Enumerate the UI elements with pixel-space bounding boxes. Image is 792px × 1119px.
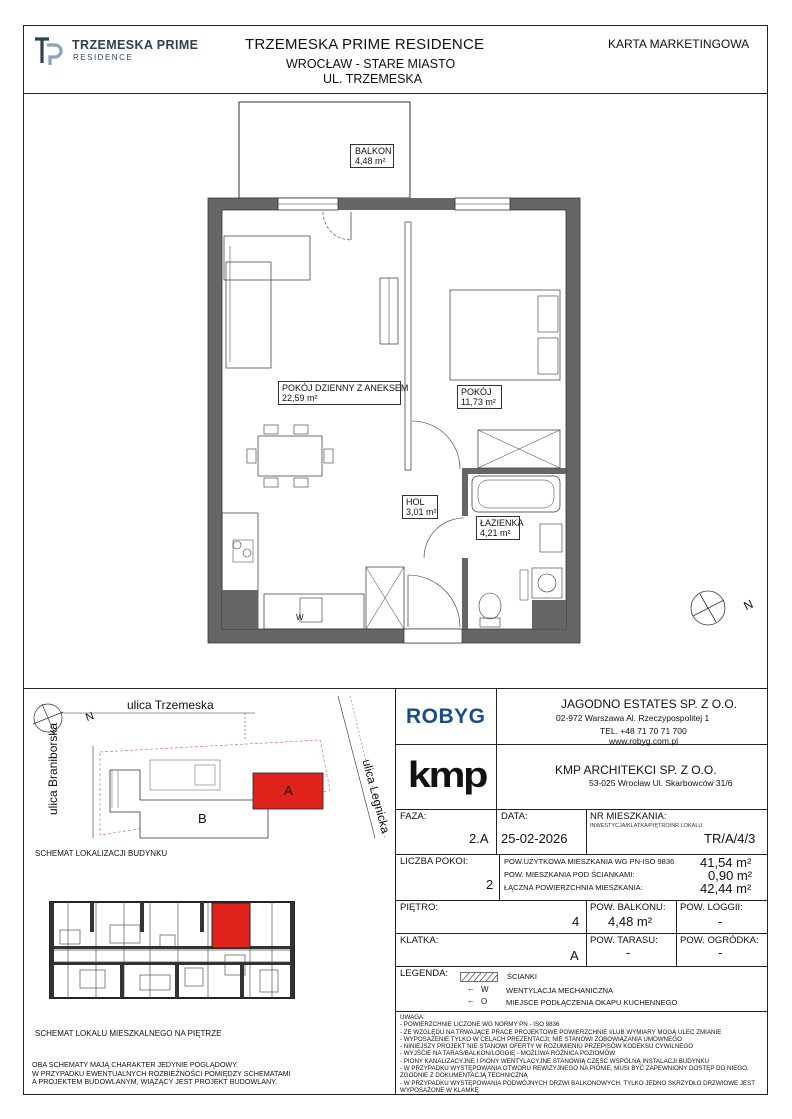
klatka-label: KLATKA: [400,935,439,946]
building-b-label: B [198,811,207,826]
investor-web: www.robyg.com.pl [609,736,678,746]
ogrodek-value: - [718,945,723,960]
floor-scheme [44,890,304,1010]
building-a-label: A [284,783,293,798]
nr-value: TR/A/4/3 [704,831,756,846]
taras-label: POW. TARASU: [590,935,658,946]
brand-logo [33,35,67,72]
street-top: ulica Trzemeska [127,698,214,712]
logo-divider [496,688,497,809]
taras-value: - [626,945,631,960]
pokoje-label: LICZBA POKOI: [400,856,469,867]
legend-hood-arrow-icon: ← [467,996,475,1005]
project-title: TRZEMESKA PRIME RESIDENCE [245,36,485,53]
card-type: KARTA MARKETINGOWA [608,37,750,51]
architect-address: 53-025 Wrocław Ul. Skarbowców 31/6 [589,778,733,788]
tp-monogram-icon [33,35,67,67]
row-line [395,900,768,901]
legend-vent-arrow-icon: ← [467,984,475,993]
room-label-living: POKÓJ DZIENNY Z ANEKSEM 22,59 m² [278,381,401,405]
pietro-label: PIĘTRO: [400,902,439,913]
nr-sublabel: INWESTYCJA/KLATKA/PIĘTRO/NR LOKALU [590,823,703,829]
floor-plan [200,98,592,646]
brand-sub: RESIDENCE [73,53,134,62]
site-caption: SCHEMAT LOKALIZACJI BUDYNKU [35,849,168,858]
architect-name: KMP ARCHITEKCI SP. Z O.O. [555,763,717,777]
notes: UWAGA: - POWIERZCHNIE LICZONE WG NORMY PN - ISO 9836 - ZE WZGLĘDU NA TRWAJĄCE PRACE PROJEKTOWE POWIERZCHNIE I/LUB WYMIARY MOGĄ ULEC ZMIANIE - WYPOSAŻENIE TYLKO W CELACH PREZENTACJI; NIE STANOWI ZOBOWIĄZANIA UMOWNEGO - NINIEJSZY PROJEKT NIE STANOWI OFERTY W ROZUMIENIU PRZEPISÓW KODEKSU CYWILNEGO - WYJŚCIE NA TARAS/BALKON/LOGGIĘ - MOŻLIWA RÓŻNICA POZIOMÓW - PIONY KANALIZACYJNE I PIONY WENTYLACYJNE STANOWIĄ CZĘŚĆ WSPÓLNĄ INSTALACJI BUDYNKU - W PRZYPADKU WYSTĘPOWANIA OTWORU REWIZYJNEGO NA PIONIE, MUSI BYĆ ZAPEWNIONY DOSTĘP DO NIEGO. ZGODNIE Z DOKUMENTACJĄ TECHNICZNĄ - W PRZYPADKU WYSTĘPOWANIA PODWÓJNYCH DRZWI BALKONOWYCH, TYLKO JEDNO SKRZYDŁO DRZWIOWE JEST WYPOSAŻONE W KLAMKĘ [400,1014,756,1094]
column-divider [395,688,396,1095]
legend-vent: WENTYLACJA MECHANICZNA [506,986,614,995]
room-label-balkon: BALKON 4,48 m² [350,144,394,168]
faza-value: 2.A [469,831,489,846]
site-plan [24,690,394,840]
vent-mark-plan: W [296,613,304,622]
investor-name: JAGODNO ESTATES SP. Z O.O. [561,697,738,711]
pow-laczna-value: 42,44 m² [700,881,752,896]
col-line [499,854,500,900]
pow-skosy-label: POW. MIESZKANIA POD ŚCIANKAMI: [504,870,635,879]
street-right: ulica Legnicka [359,757,393,835]
row-line [395,809,768,810]
col-line [496,809,497,854]
col-line [586,809,587,854]
kmp-logo: kmp [407,754,487,795]
data-label: DATA: [501,811,528,822]
project-street: UL. TRZEMESKA [323,72,423,86]
room-label-bedroom: POKÓJ 11,73 m² [457,385,502,409]
legend-title: LEGENDA: [400,968,449,979]
street-left: ulica Braniborska [46,722,60,815]
room-label-bathroom: ŁAZIENKA 4,21 m² [476,516,520,540]
balkon-value: 4,48 m² [608,914,653,929]
robyg-logo: ROBYG [406,705,486,728]
north-arrow-icon [688,586,738,632]
disclaimer: OBA SCHEMATY MAJĄ CHARAKTER JEDYNIE POGLĄDOWY. W PRZYPADKU EWENTUALNYCH ROZBIEŻNOŚCI POMIĘDZY SCHEMATAMI A PROJEKTEM BUDOWLANYM, WIĄŻĄCY JEST PROJEKT BUDOWLANY. [32,1060,291,1087]
investor-address: 02-972 Warszawa Al. Rzeczypospolitej 1 [556,713,710,723]
legend-hood-mark: O [481,997,488,1006]
north-label-site: N [84,710,96,725]
project-city: WROCŁAW - STARE MIASTO [286,57,456,71]
pietro-value: 4 [572,914,580,929]
legend-vent-mark: W [481,985,489,994]
row-line [395,933,768,934]
investor-phone: TEL. +48 71 70 71 700 [600,726,687,736]
header-divider [23,93,768,94]
pow-skosy-value: 0,90 m² [708,868,753,883]
pow-laczna-label: ŁĄCZNA POWIERZCHNIA MIESZKANIA: [504,883,643,892]
balkon-label: POW. BALKONU: [590,902,666,913]
nr-label: NR MIESZKANIA: [590,811,667,822]
north-label-plan: N [741,596,756,614]
row-line [395,744,768,745]
row-line [395,1011,768,1012]
loggia-label: POW. LOGGII: [680,902,743,913]
legend-walls: ŚCIANKI [507,972,538,981]
faza-label: FAZA: [400,811,427,822]
pokoje-value: 2 [486,877,494,892]
legend-hood: MIEJSCE PODŁĄCZENIA OKAPU KUCHENNEGO [506,998,678,1007]
ogrodek-label: POW. OGRÓDKA: [680,935,759,946]
floor-caption: SCHEMAT LOKALU MIESZKALNEGO NA PIĘTRZE [35,1029,222,1038]
klatka-value: A [570,948,579,963]
pow-uzytkowa-label: POW.UŻYTKOWA MIESZKANIA WG PN-ISO 9836 [504,857,675,866]
pow-uzytkowa-value: 41,54 m² [700,855,752,870]
brand-name: TRZEMESKA PRIME [72,38,199,52]
room-label-hall: HOL 3,01 m² [402,495,438,519]
hatch-icon [460,972,498,982]
data-value: 25-02-2026 [501,831,568,846]
row-line [395,966,768,967]
loggia-value: - [718,914,723,929]
